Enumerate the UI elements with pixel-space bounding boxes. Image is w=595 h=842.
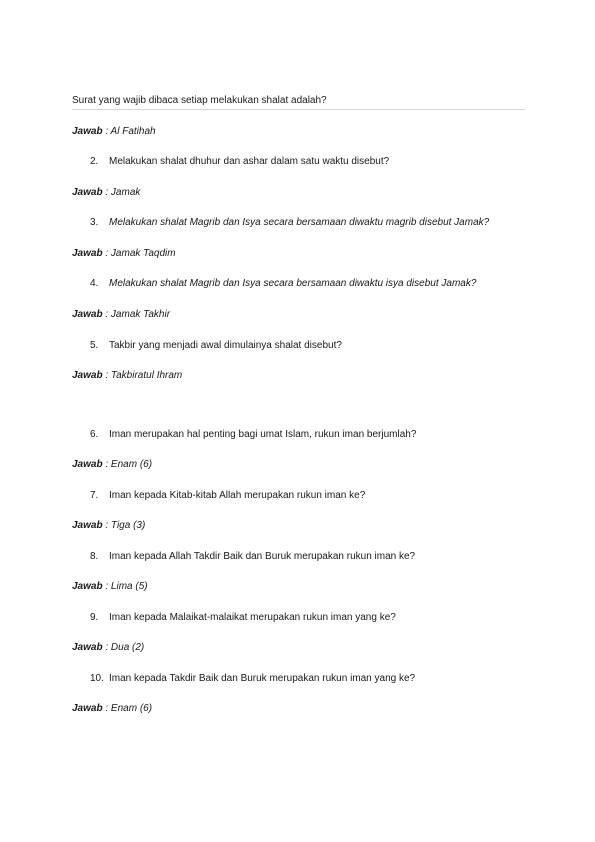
answer-9 bbox=[72, 642, 144, 654]
answer-separator: : bbox=[102, 703, 111, 714]
answer-4 bbox=[72, 309, 170, 321]
answer-3 bbox=[72, 248, 176, 260]
answer-5 bbox=[72, 370, 182, 382]
question-6 bbox=[90, 429, 416, 441]
answer-label: Jawab bbox=[72, 370, 103, 381]
question-number: 4. bbox=[90, 278, 99, 289]
answer-separator: : bbox=[102, 370, 111, 381]
answer-label: Jawab bbox=[72, 581, 103, 592]
question-text: Takbir yang menjadi awal dimulainya shalat disebut? bbox=[109, 340, 342, 351]
answer-label: Jawab bbox=[72, 520, 103, 531]
answer-2 bbox=[72, 187, 140, 199]
question-number: 7. bbox=[90, 490, 99, 501]
question-3 bbox=[90, 217, 489, 229]
answer-label: Jawab bbox=[72, 309, 103, 320]
answer-separator: : bbox=[102, 309, 111, 320]
answer-label: Jawab bbox=[72, 459, 103, 470]
answer-separator: : bbox=[102, 126, 111, 137]
answer-text: Enam (6) bbox=[110, 703, 153, 714]
answer-text: Tiga (3) bbox=[110, 520, 146, 531]
question-text: Melakukan shalat Magrib dan Isya secara bersamaan diwaktu isya disebut Jamak? bbox=[109, 278, 477, 289]
answer-text: Jamak Taqdim bbox=[110, 248, 176, 259]
answer-7 bbox=[72, 520, 145, 532]
question-2 bbox=[90, 156, 389, 168]
question-text: Iman kepada Allah Takdir Baik dan Buruk merupakan rukun iman ke? bbox=[109, 551, 416, 562]
question-1: Surat yang wajib dibaca setiap melakukan shalat adalah? bbox=[72, 95, 327, 106]
question-number: 5. bbox=[90, 340, 99, 351]
answer-separator: : bbox=[102, 187, 111, 198]
question-text: Iman kepada Malaikat-malaikat merupakan rukun iman yang ke? bbox=[109, 612, 396, 623]
answer-label: Jawab bbox=[72, 187, 103, 198]
answer-1 bbox=[72, 126, 156, 138]
answer-separator: : bbox=[102, 642, 111, 653]
question-number: 3. bbox=[90, 217, 99, 228]
answer-text: Enam (6) bbox=[110, 459, 153, 470]
question-number: 6. bbox=[90, 429, 99, 440]
answer-separator: : bbox=[102, 248, 111, 259]
answer-label: Jawab bbox=[72, 248, 103, 259]
answer-label: Jawab bbox=[72, 642, 103, 653]
answer-text: Dua (2) bbox=[110, 642, 145, 653]
question-7 bbox=[90, 490, 365, 502]
answer-text: Takbiratul Ihram bbox=[110, 370, 183, 381]
question-text: Melakukan shalat Magrib dan Isya secara bersamaan diwaktu magrib disebut Jamak? bbox=[109, 217, 490, 228]
question-text: Iman kepada Kitab-kitab Allah merupakan rukun iman ke? bbox=[109, 490, 366, 501]
answer-10 bbox=[72, 703, 152, 715]
question-10 bbox=[90, 673, 415, 685]
answer-label: Jawab bbox=[72, 126, 103, 137]
question-number: 8. bbox=[90, 551, 99, 562]
question-4 bbox=[90, 278, 476, 290]
answer-text: Al Fatihah bbox=[110, 126, 156, 137]
question-number: 9. bbox=[90, 612, 99, 623]
answer-separator: : bbox=[102, 581, 111, 592]
question-text: Iman kepada Takdir Baik dan Buruk merupakan rukun iman yang ke? bbox=[109, 673, 416, 684]
divider-line bbox=[72, 109, 525, 110]
answer-text: Jamak Takhir bbox=[110, 309, 171, 320]
answer-6 bbox=[72, 459, 152, 471]
question-number: 2. bbox=[90, 156, 99, 167]
answer-separator: : bbox=[102, 459, 111, 470]
answer-separator: : bbox=[102, 520, 111, 531]
answer-text: Jamak bbox=[110, 187, 141, 198]
question-5 bbox=[90, 340, 342, 352]
question-text: Iman merupakan hal penting bagi umat Islam, rukun iman berjumlah? bbox=[109, 429, 417, 440]
question-number: 10. bbox=[90, 673, 104, 684]
answer-8 bbox=[72, 581, 148, 593]
answer-text: Lima (5) bbox=[110, 581, 148, 592]
question-text: Melakukan shalat dhuhur dan ashar dalam satu waktu disebut? bbox=[109, 156, 390, 167]
question-9 bbox=[90, 612, 396, 624]
question-8 bbox=[90, 551, 415, 563]
answer-label: Jawab bbox=[72, 703, 103, 714]
